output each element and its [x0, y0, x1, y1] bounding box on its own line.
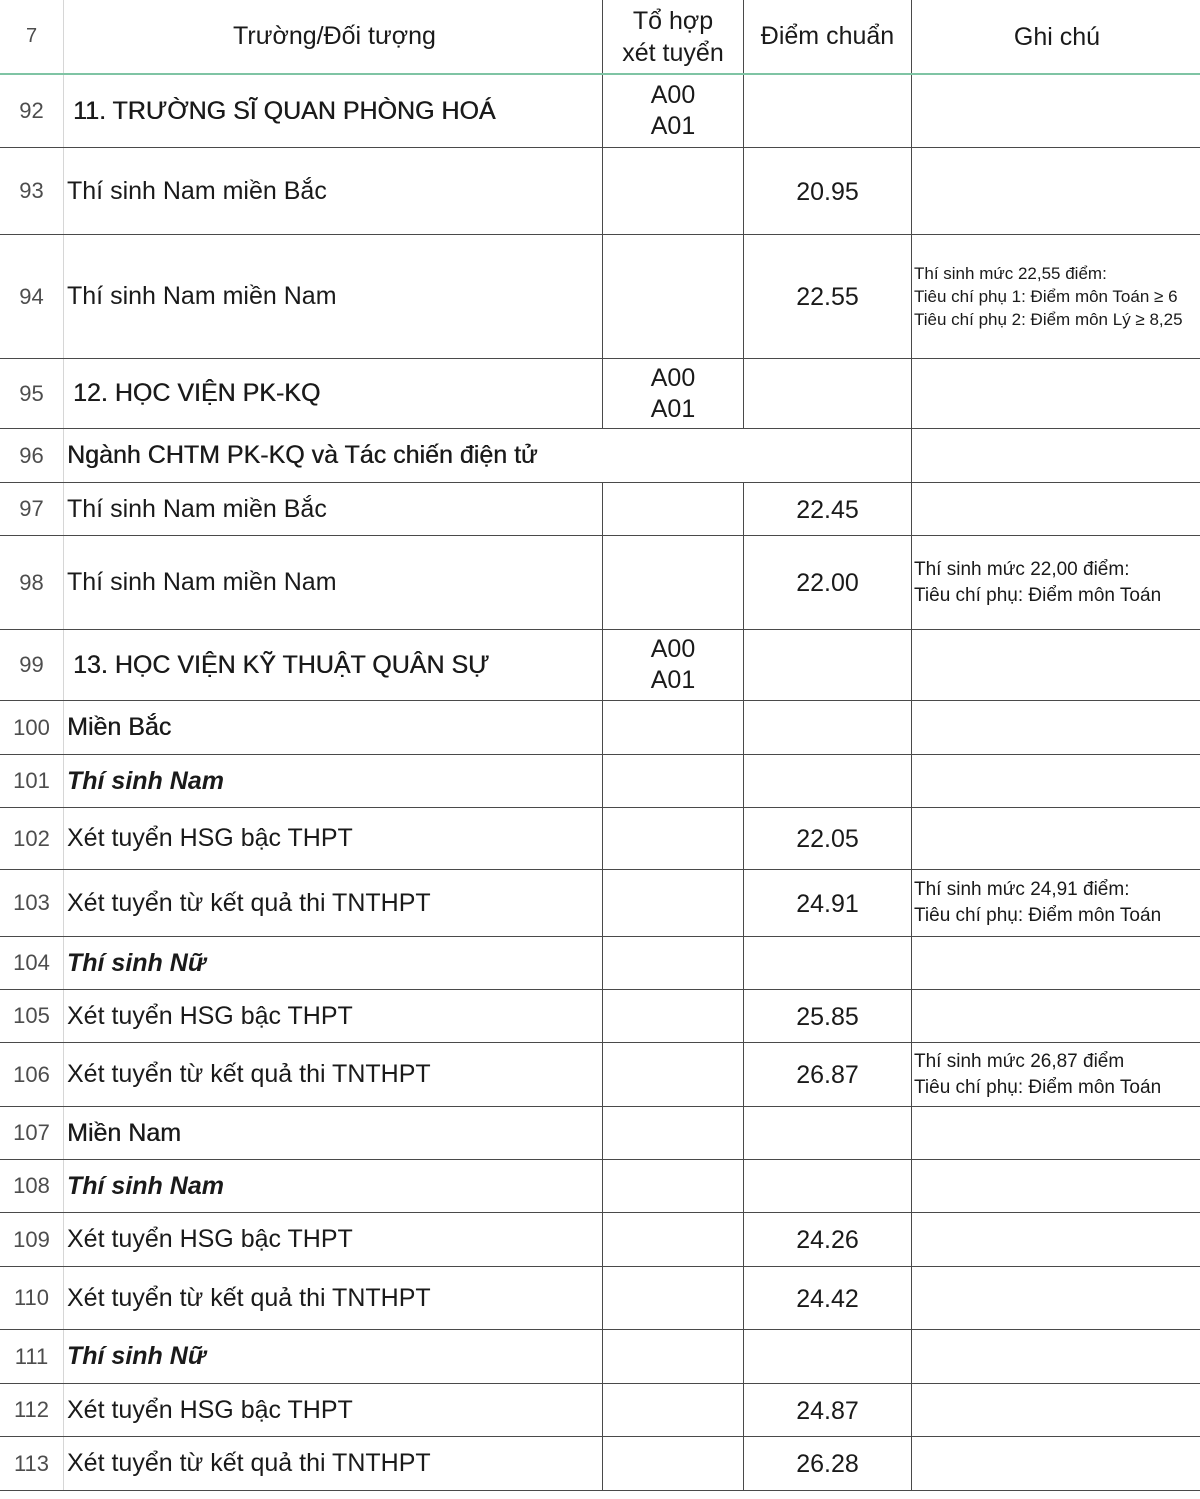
row-number[interactable]: 7 [0, 0, 64, 73]
cell-name[interactable]: 12. HỌC VIỆN PK-KQ [73, 379, 321, 407]
row-number[interactable]: 112 [0, 1384, 64, 1436]
note-line: Thí sinh mức 22,55 điểm: [914, 264, 1107, 283]
cell-score[interactable]: 20.95 [743, 148, 911, 234]
table-row [0, 1213, 1200, 1267]
cell-note[interactable] [911, 630, 1200, 700]
combo-code: A00 [650, 363, 696, 392]
cell-note[interactable] [911, 1267, 1200, 1329]
cell-name[interactable]: Xét tuyển từ kết quả thi TNTHPT [67, 1449, 431, 1477]
combo-code: A01 [650, 112, 696, 140]
cell-score[interactable] [743, 75, 911, 147]
cell-name[interactable]: Xét tuyển HSG bậc THPT [67, 824, 353, 852]
cell-combo[interactable] [602, 630, 743, 700]
cell-score[interactable] [743, 1330, 911, 1383]
cell-combo[interactable] [602, 1213, 743, 1266]
cell-name[interactable]: Thí sinh Nữ [67, 948, 206, 977]
table-row [0, 937, 1200, 990]
cell-name[interactable]: Ngành CHTM PK-KQ và Tác chiến điện tử [67, 441, 538, 469]
note-line: Thí sinh mức 24,91 điểm: [914, 879, 1130, 900]
table-row [0, 1384, 1200, 1437]
cell-note[interactable] [911, 1043, 1200, 1106]
header-combo-line2: xét tuyển [622, 38, 724, 67]
row-number[interactable]: 110 [0, 1267, 64, 1329]
table-row [0, 1330, 1200, 1384]
row-number[interactable]: 106 [0, 1043, 64, 1106]
cell-name[interactable]: Thí sinh Nam miền Nam [67, 568, 337, 596]
cell-score[interactable] [743, 630, 911, 700]
cell-note[interactable] [911, 483, 1200, 535]
table-row [0, 808, 1200, 870]
note-line: Tiêu chí phụ: Điểm môn Toán [914, 905, 1162, 926]
cell-note[interactable] [911, 1160, 1200, 1212]
cell-name[interactable]: Thí sinh Nữ [67, 1342, 206, 1370]
header-combo-line1: Tổ hợp [632, 6, 714, 35]
row-number[interactable]: 105 [0, 990, 64, 1042]
row-number[interactable]: 94 [0, 235, 64, 358]
cell-score[interactable]: 24.42 [743, 1267, 911, 1329]
cell-score[interactable]: 24.91 [743, 870, 911, 936]
cell-name[interactable]: Thí sinh Nam miền Bắc [67, 176, 327, 205]
table-row [0, 483, 1200, 536]
cell-score[interactable]: 22.00 [743, 536, 911, 629]
cell-score[interactable]: 22.05 [743, 808, 911, 869]
table-row [0, 870, 1200, 937]
note-line: Tiêu chí phụ 2: Điểm môn Lý ≥ 8,25 [914, 310, 1183, 329]
row-number[interactable]: 99 [0, 630, 64, 700]
cell-note[interactable] [911, 1384, 1200, 1436]
cell-combo[interactable] [602, 1043, 743, 1106]
cell-score[interactable]: 22.45 [743, 483, 911, 535]
row-number[interactable]: 103 [0, 870, 64, 936]
row-number[interactable]: 109 [0, 1213, 64, 1266]
cell-score[interactable]: 24.26 [743, 1213, 911, 1266]
cell-note[interactable] [911, 870, 1200, 936]
cell-note[interactable] [911, 808, 1200, 869]
cell-name[interactable]: Thí sinh Nam miền Nam [67, 282, 337, 310]
row-number[interactable]: 98 [0, 536, 64, 629]
cell-name[interactable]: 11. TRƯỜNG SĨ QUAN PHÒNG HOÁ [73, 96, 496, 125]
header-row [0, 0, 1200, 75]
cell-note[interactable] [911, 1213, 1200, 1266]
cell-score[interactable]: 26.87 [743, 1043, 911, 1106]
cell-combo[interactable] [602, 1384, 743, 1436]
cell-note[interactable] [911, 990, 1200, 1042]
row-number[interactable]: 107 [0, 1107, 64, 1159]
note-line: Thí sinh mức 22,00 điểm: [914, 558, 1130, 580]
cell-name[interactable]: Xét tuyển từ kết quả thi TNTHPT [67, 1060, 431, 1088]
cell-name[interactable]: Xét tuyển HSG bậc THPT [67, 1395, 353, 1424]
cell-score[interactable] [743, 359, 911, 428]
table-row [0, 148, 1200, 235]
cell-note[interactable] [911, 235, 1200, 358]
header-note[interactable]: Ghi chú [911, 0, 1200, 73]
cell-combo[interactable] [602, 1160, 743, 1212]
cell-note[interactable] [911, 429, 1200, 482]
table-row [0, 755, 1200, 808]
table-row [0, 1043, 1200, 1107]
cell-combo[interactable] [602, 235, 743, 358]
combo-code: A01 [650, 666, 696, 694]
cell-note[interactable] [911, 1107, 1200, 1159]
cell-combo[interactable] [602, 536, 743, 629]
cell-name[interactable]: Xét tuyển HSG bậc THPT [67, 1225, 353, 1253]
table-row [0, 359, 1200, 429]
combo-code: A00 [650, 81, 696, 109]
cell-name[interactable]: Miền Nam [67, 1118, 181, 1147]
table-row [0, 75, 1200, 148]
row-number[interactable]: 95 [0, 359, 64, 428]
cell-combo[interactable] [602, 1107, 743, 1159]
cell-note[interactable] [911, 1437, 1200, 1490]
cell-note[interactable] [911, 148, 1200, 234]
table-row [0, 701, 1200, 755]
cell-score[interactable] [743, 755, 911, 807]
cell-combo[interactable] [602, 483, 743, 535]
cell-name[interactable]: Miền Bắc [67, 713, 172, 741]
cell-combo[interactable] [602, 937, 743, 989]
cell-score[interactable]: 25.85 [743, 990, 911, 1042]
cell-score[interactable]: 22.55 [743, 235, 911, 358]
header-score[interactable]: Điểm chuẩn [743, 0, 911, 73]
table-row [0, 630, 1200, 701]
cell-score[interactable]: 26.28 [743, 1437, 911, 1490]
note-line: Tiêu chí phụ 1: Điểm môn Toán ≥ 6 [914, 287, 1178, 306]
cell-note[interactable] [911, 359, 1200, 428]
row-number[interactable]: 97 [0, 483, 64, 535]
note-line: Thí sinh mức 26,87 điểm [914, 1050, 1125, 1072]
table-row [0, 536, 1200, 630]
cell-name[interactable]: Thí sinh Nam [67, 766, 224, 795]
cell-score[interactable] [743, 701, 911, 754]
cell-name[interactable]: Xét tuyển HSG bậc THPT [67, 1001, 353, 1030]
cell-combo[interactable] [602, 808, 743, 869]
cell-note[interactable] [911, 755, 1200, 807]
combo-code: A00 [650, 635, 696, 663]
cell-combo[interactable] [602, 990, 743, 1042]
note-line: Tiêu chí phụ: Điểm môn Toán [914, 584, 1162, 606]
cell-combo[interactable] [602, 1330, 743, 1383]
row-number[interactable]: 104 [0, 937, 64, 989]
cell-combo[interactable] [602, 1437, 743, 1490]
table-row [0, 1107, 1200, 1160]
row-number[interactable]: 113 [0, 1437, 64, 1490]
cell-combo[interactable] [602, 359, 743, 428]
row-number[interactable]: 108 [0, 1160, 64, 1212]
row-number[interactable]: 100 [0, 701, 64, 754]
cell-note[interactable] [911, 701, 1200, 754]
cell-note[interactable] [911, 75, 1200, 147]
cell-combo[interactable] [602, 1267, 743, 1329]
table-row [0, 990, 1200, 1043]
cell-combo[interactable] [602, 870, 743, 936]
cell-score[interactable] [743, 1107, 911, 1159]
cell-combo[interactable] [602, 148, 743, 234]
table-row [0, 1160, 1200, 1213]
table-row [0, 429, 1200, 483]
cell-combo[interactable] [602, 755, 743, 807]
header-combo[interactable] [602, 0, 743, 73]
row-number[interactable]: 111 [0, 1330, 64, 1383]
cell-score[interactable] [743, 1160, 911, 1212]
row-number[interactable]: 101 [0, 755, 64, 807]
combo-code: A01 [650, 394, 696, 423]
cell-combo[interactable] [602, 701, 743, 754]
note-line: Tiêu chí phụ: Điểm môn Toán [914, 1076, 1162, 1098]
header-name[interactable]: Trường/Đối tượng [233, 22, 436, 50]
cell-note[interactable] [911, 536, 1200, 629]
cell-name[interactable]: Xét tuyển từ kết quả thi TNTHPT [67, 888, 431, 917]
cell-score[interactable] [743, 937, 911, 989]
row-number[interactable]: 92 [0, 75, 64, 147]
cell-name[interactable]: Xét tuyển từ kết quả thi TNTHPT [67, 1283, 431, 1312]
cell-score[interactable]: 24.87 [743, 1384, 911, 1436]
table-row [0, 235, 1200, 359]
cell-note[interactable] [911, 937, 1200, 989]
row-number[interactable]: 93 [0, 148, 64, 234]
cell-note[interactable] [911, 1330, 1200, 1383]
cell-name[interactable]: Thí sinh Nam miền Bắc [67, 494, 327, 523]
row-number[interactable]: 102 [0, 808, 64, 869]
cell-name[interactable]: 13. HỌC VIỆN KỸ THUẬT QUÂN SỰ [73, 650, 490, 679]
table-row [0, 1437, 1200, 1491]
row-number[interactable]: 96 [0, 429, 64, 482]
table-row [0, 1267, 1200, 1330]
cell-combo[interactable] [602, 75, 743, 147]
cell-name[interactable]: Thí sinh Nam [67, 1171, 224, 1200]
